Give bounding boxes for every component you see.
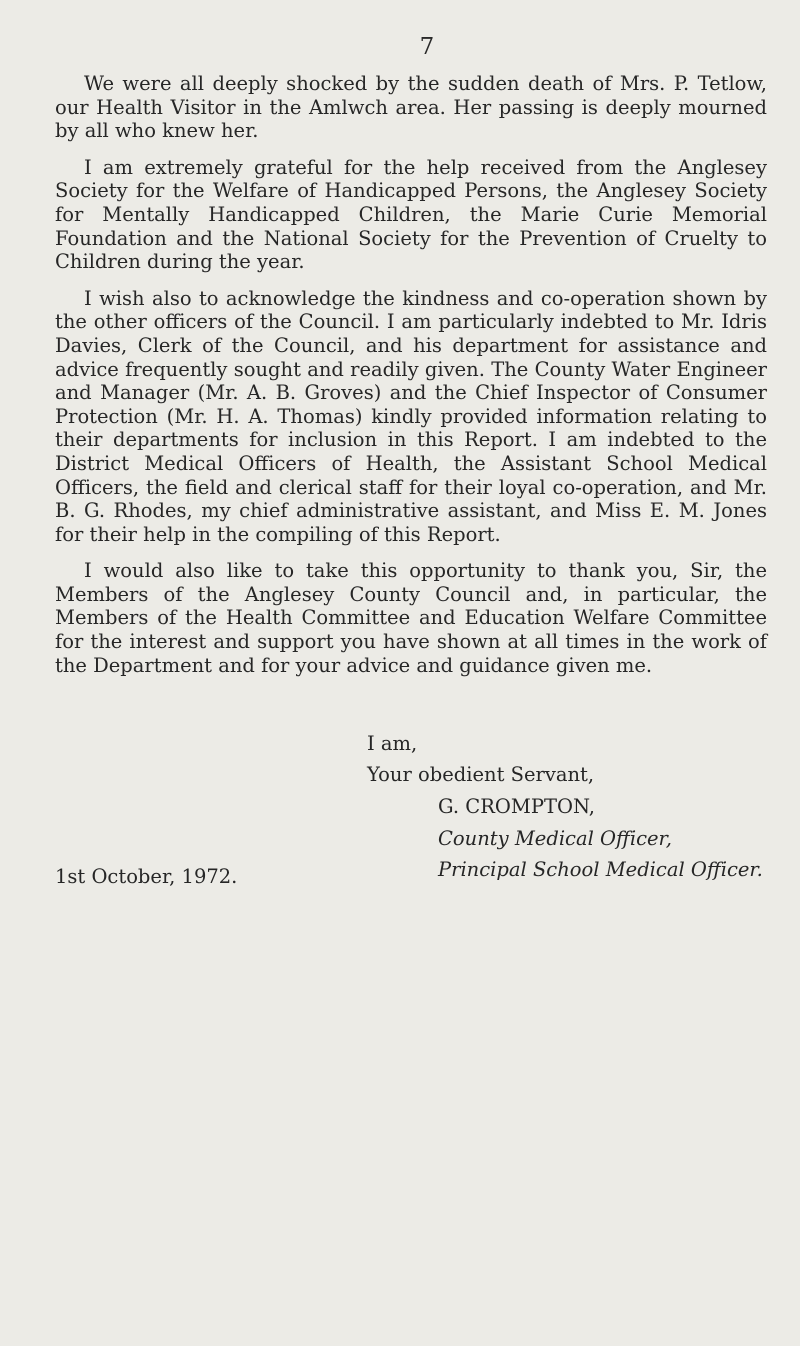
closing-i-am: I am,: [367, 732, 418, 755]
paragraph-acknowledgements: [55, 287, 767, 547]
paragraph-text: I would also like to take this opportunity to thank you, Sir, the Members of the Anglesey County Council and, in particular, the Members of the Health Committee and Education Welfare Committee for the interest and support you have shown at all times in the work of the Department and for your advice and guidance given me.: [55, 559, 767, 677]
signatory-name: G. CROMPTON,: [438, 795, 595, 818]
page-number: 7: [419, 34, 435, 60]
signatory-title-county: County Medical Officer,: [438, 827, 672, 850]
closing-servant: Your obedient Servant,: [367, 763, 595, 786]
paragraph-gratitude-societies: [55, 156, 767, 274]
letter-body: [55, 72, 767, 690]
paragraph-thanks-council: [55, 559, 767, 677]
paragraph-text: I wish also to acknowledge the kindness and co-operation shown by the other officers of the Council. I am particularly indebted to Mr. Idris Davies, Clerk of the Council, and his department for assistance and advice frequently sought and readily given. The County Water Engineer and Manager (Mr. A. B. Groves) and the Chief Inspector of Consumer Protection (Mr. H. A. Thomas) kindly provided information relating to their departments for inclusion in this Report. I am indebted to the District Medical Officers of Health, the Assistant School Medical Officers, the field and clerical staff for their loyal co-operation, and Mr. B. G. Rhodes, my chief administrative assistant, and Miss E. M. Jones for their help in the compiling of this Report.: [55, 286, 767, 546]
paragraph-condolence: [55, 72, 767, 143]
signatory-title-school: Principal School Medical Officer.: [438, 858, 763, 881]
letter-date: 1st October, 1972.: [55, 865, 238, 888]
paragraph-text: I am extremely grateful for the help received from the Anglesey Society for the Welfare of Handicapped Persons, the Anglesey Society for Mentally Handicapped Children, the Marie Curie Memorial Foundation and the National Society for the Prevention of Cruelty to Children during the year.: [55, 155, 767, 274]
paragraph-text: We were all deeply shocked by the sudden death of Mrs. P. Tetlow, our Health Visitor in the Amlwch area. Her passing is deeply mourned by all who knew her.: [55, 72, 767, 143]
